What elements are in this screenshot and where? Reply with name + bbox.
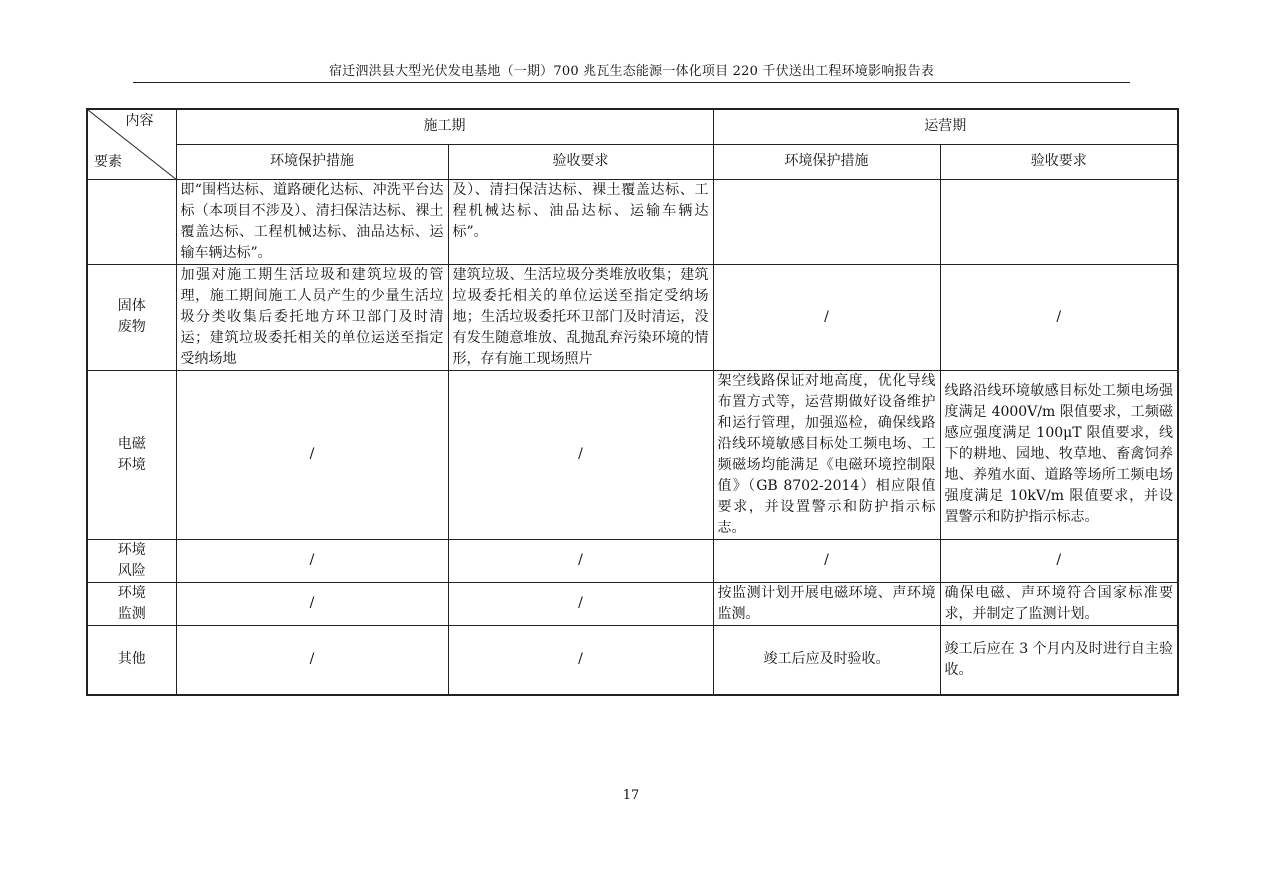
environmental-measures-table (86, 108, 1179, 696)
operation-measures-cell (713, 179, 940, 264)
operation-acceptance-cell: / (940, 264, 1178, 370)
operation-measures-cell: 竣工后应及时验收。 (713, 625, 940, 695)
construction-measures-cell: / (176, 625, 448, 695)
row-element-label: 环境 风险 (87, 539, 176, 582)
table-row (87, 370, 1178, 539)
construction-acceptance-cell: / (448, 582, 713, 625)
construction-acceptance-cell: / (448, 539, 713, 582)
col-header-measures-operation: 环境保护措施 (713, 144, 940, 179)
table-row (87, 179, 1178, 264)
page-number: 17 (622, 788, 640, 803)
construction-acceptance-cell: 建筑垃圾、生活垃圾分类堆放收集；建筑垃圾委托相关的单位运送至指定受纳场地；生活垃圾委托环卫部门及时清运，没有发生随意堆放、乱抛乱弃污染环境的情形，存有施工现场照片 (448, 264, 713, 370)
table-row (87, 264, 1178, 370)
row-element-label (87, 179, 176, 264)
operation-acceptance-cell: 线路沿线环境敏感目标处工频电场强度满足 4000V/m 限值要求，工频磁感应强度满足 100μT 限值要求，线下的耕地、园地、牧草地、畜禽饲养地、养殖水面、道路等场所工频电场强度满足 10kV/m 限值要求，并设置警示和防护指示标志。 (940, 370, 1178, 539)
construction-acceptance-cell: 及）、清扫保洁达标、裸土覆盖达标、工程机械达标、油品达标、运输车辆达标”。 (448, 179, 713, 264)
corner-label-content: 内容 (125, 113, 154, 129)
document-header-title: 宿迁泗洪县大型光伏发电基地（一期）700 兆瓦生态能源一体化项目 220 千伏送出工程环境影响报告表 (328, 64, 935, 79)
operation-acceptance-cell: 确保电磁、声环境符合国家标准要求，并制定了监测计划。 (940, 582, 1178, 625)
construction-acceptance-cell: / (448, 370, 713, 539)
diagonal-header-cell (87, 109, 176, 179)
row-element-label: 固体 废物 (87, 264, 176, 370)
phase-header-construction: 施工期 (176, 109, 713, 144)
operation-measures-cell: 架空线路保证对地高度，优化导线布置方式等，运营期做好设备维护和运行管理，加强巡检，确保线路沿线环境敏感目标处工频电场、工频磁场均能满足《电磁环境控制限值》（GB 8702-2014）相应限值要求，并设置警示和防护指示标志。 (713, 370, 940, 539)
construction-measures-cell: / (176, 539, 448, 582)
col-header-acceptance-construction: 验收要求 (448, 144, 713, 179)
operation-acceptance-cell: 竣工后应在 3 个月内及时进行自主验收。 (940, 625, 1178, 695)
operation-acceptance-cell: / (940, 539, 1178, 582)
operation-acceptance-cell (940, 179, 1178, 264)
construction-acceptance-cell: / (448, 625, 713, 695)
construction-measures-cell: / (176, 582, 448, 625)
operation-measures-cell: / (713, 539, 940, 582)
construction-measures-cell: / (176, 370, 448, 539)
col-header-acceptance-operation: 验收要求 (940, 144, 1178, 179)
col-header-measures-construction: 环境保护措施 (176, 144, 448, 179)
header-rule (133, 82, 1130, 83)
phase-header-operation: 运营期 (713, 109, 1178, 144)
construction-measures-cell: 加强对施工期生活垃圾和建筑垃圾的管理，施工期间施工人员产生的少量生活垃圾分类收集后委托地方环卫部门及时清运；建筑垃圾委托相关的单位运送至指定受纳场地 (176, 264, 448, 370)
table-row (87, 625, 1178, 695)
table-row (87, 539, 1178, 582)
row-element-label: 其他 (87, 625, 176, 695)
corner-label-element: 要素 (94, 153, 122, 170)
operation-measures-cell: / (713, 264, 940, 370)
row-element-label: 电磁 环境 (87, 370, 176, 539)
row-element-label: 环境 监测 (87, 582, 176, 625)
table-row (87, 582, 1178, 625)
construction-measures-cell: 即“围档达标、道路硬化达标、冲洗平台达标（本项目不涉及）、清扫保洁达标、裸土覆盖达标、工程机械达标、油品达标、运输车辆达标”。 (176, 179, 448, 264)
operation-measures-cell: 按监测计划开展电磁环境、声环境监测。 (713, 582, 940, 625)
